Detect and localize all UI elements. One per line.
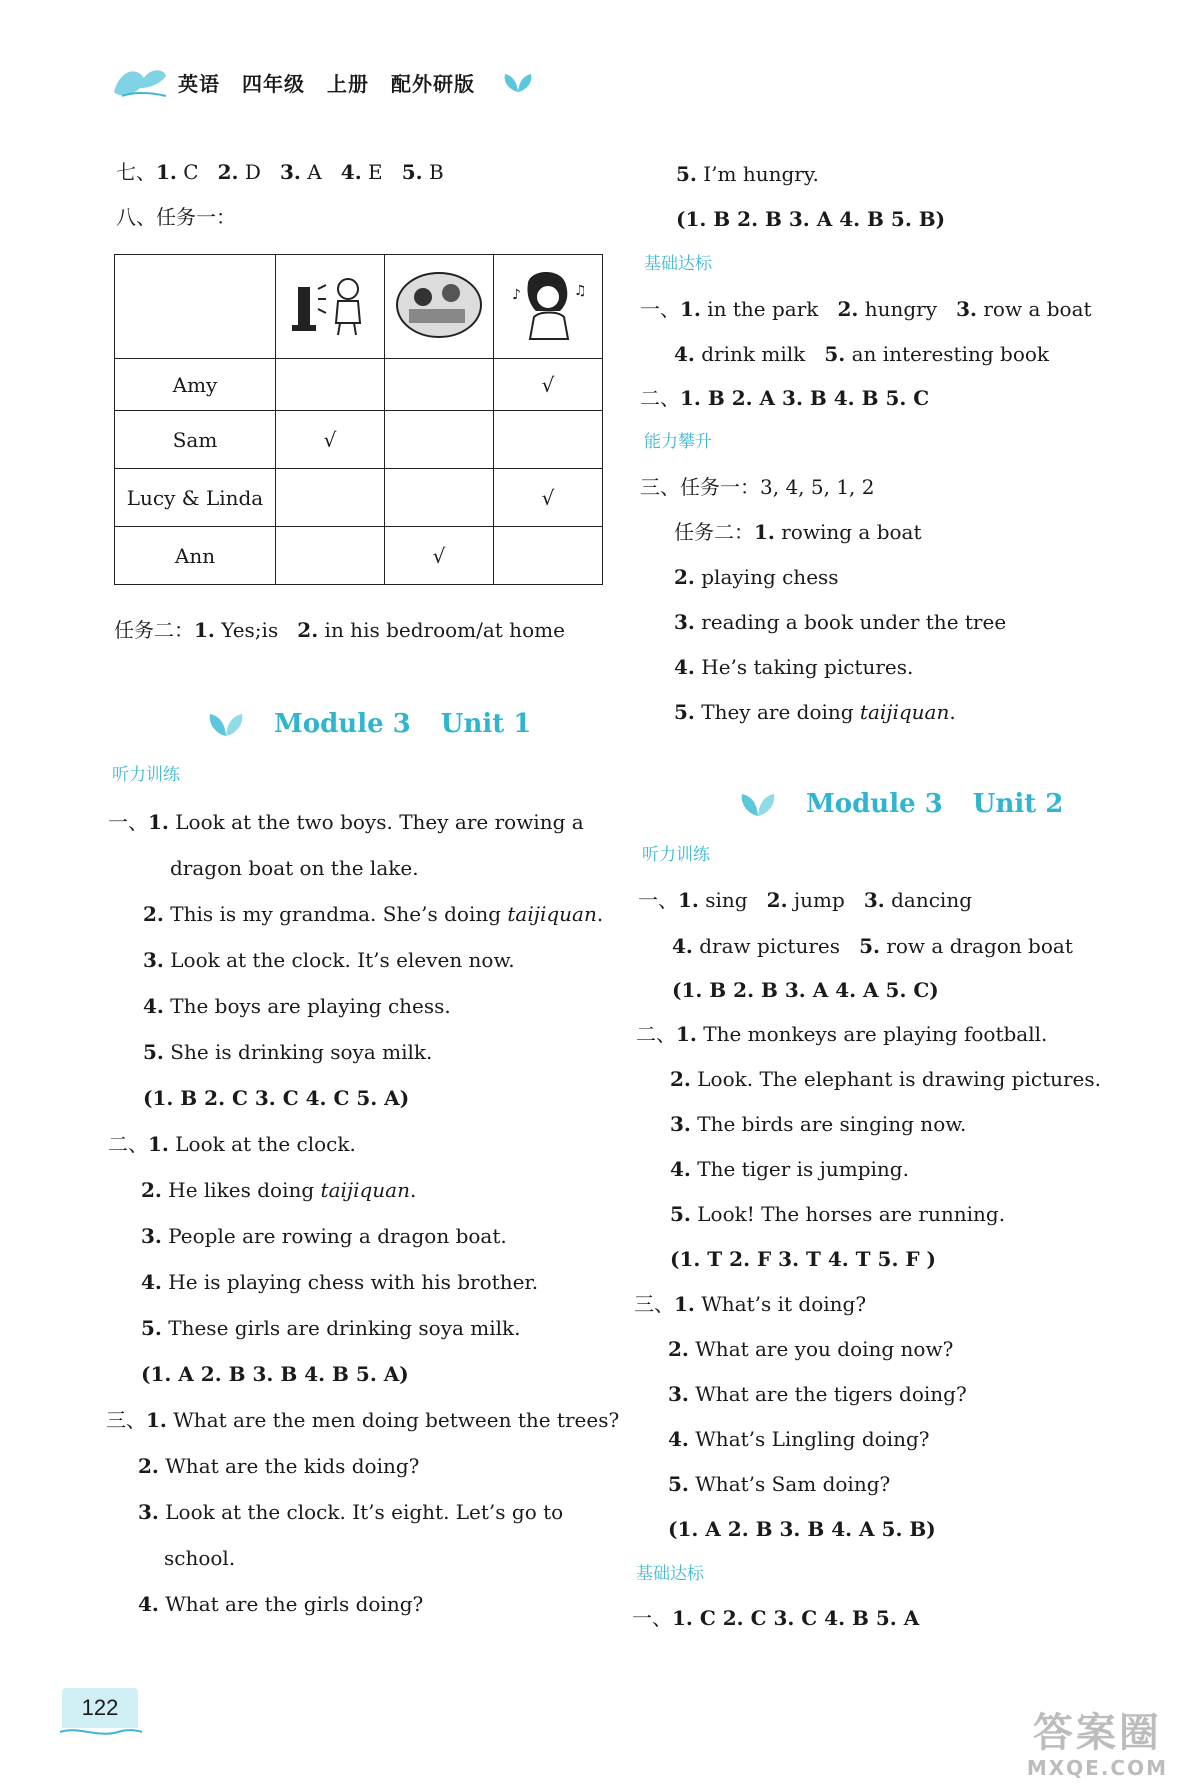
row-name: Ann xyxy=(115,527,276,585)
row-name: Sam xyxy=(115,411,276,469)
activity-table xyxy=(114,254,603,585)
r-er-4: 4. The tiger is jumping. xyxy=(670,1157,909,1181)
section-ability-right: 能力攀升 xyxy=(644,432,712,452)
r-er-5: 5. Look! The horses are running. xyxy=(670,1202,1006,1226)
l-er-5: 5. These girls are drinking soya milk. xyxy=(141,1316,521,1340)
section-basic-right-2: 基础达标 xyxy=(636,1564,704,1584)
row-name: Amy xyxy=(115,359,276,411)
r-c3-seq: 三、任务一：3, 4, 5, 1, 2 xyxy=(640,475,875,499)
l-er-ans: (1. A 2. B 3. B 4. B 5. A) xyxy=(141,1362,409,1386)
butterfly-logo-icon xyxy=(110,62,170,102)
row-name: Lucy & Linda xyxy=(115,469,276,527)
l-er-2: 2. He likes doing taijiquan. xyxy=(141,1178,417,1202)
l-yi-2: 2. This is my grandma. She’s doing taijiquan. xyxy=(143,902,604,926)
r-yi-b: 4. draw pictures 5. row a dragon boat xyxy=(672,934,1073,958)
leaf-icon xyxy=(738,790,778,818)
page-number: 122 xyxy=(62,1688,138,1728)
r-c3-1: 任务二：1. rowing a boat xyxy=(674,520,922,544)
table-header-row xyxy=(115,255,603,359)
q8-label: 八、任务一： xyxy=(116,205,236,229)
r-b2: 二、1. B 2. A 3. B 4. B 5. C xyxy=(640,386,930,410)
table-row: Sam √ xyxy=(115,411,603,469)
r-c3-5: 5. They are doing taijiquan. xyxy=(674,700,956,724)
r-c3-2: 2. playing chess xyxy=(674,565,839,589)
l-yi-ans: (1. B 2. C 3. C 4. C 5. A) xyxy=(143,1086,410,1110)
r-er-ans: (1. T 2. F 3. T 4. T 5. F ) xyxy=(670,1247,936,1271)
r-ans: (1. B 2. B 3. A 4. B 5. B) xyxy=(676,207,946,231)
module-heading-left: Module 3 Unit 1 xyxy=(206,708,531,740)
table-row: Ann √ xyxy=(115,527,603,585)
page-number-wave-icon xyxy=(58,1726,144,1738)
module-heading-right: Module 3 Unit 2 xyxy=(738,788,1063,820)
r-b1-a: 一、1. in the park 2. hungry 3. row a boat xyxy=(640,297,1092,321)
r-yi-ans: (1. B 2. B 3. A 4. A 5. C) xyxy=(672,978,939,1002)
r-b1-b: 4. drink milk 5. an interesting book xyxy=(674,342,1050,366)
l-er-1: 二、1. Look at the clock. xyxy=(108,1132,356,1156)
r-san-2: 2. What are you doing now? xyxy=(668,1337,954,1361)
page-header xyxy=(110,62,535,102)
svg-text:♪: ♪ xyxy=(512,287,521,303)
l-er-4: 4. He is playing chess with his brother. xyxy=(141,1270,539,1294)
section-listening-left: 听力训练 xyxy=(112,765,180,785)
svg-text:♫: ♫ xyxy=(574,283,587,299)
q7-answers: 七、1. C 2. D 3. A 4. E 5. B xyxy=(116,160,444,184)
r-er-3: 3. The birds are singing now. xyxy=(670,1112,967,1136)
r-c3-3: 3. reading a book under the tree xyxy=(674,610,1007,634)
l-san-3a: 3. Look at the clock. It’s eight. Let’s go to xyxy=(138,1500,564,1524)
header-volume: 上册 xyxy=(327,71,369,96)
l-san-2: 2. What are the kids doing? xyxy=(138,1454,420,1478)
piano-boy-icon xyxy=(288,267,372,341)
l-yi-1a: 一、1. Look at the two boys. They are rowing a xyxy=(108,810,584,834)
r-san-3: 3. What are the tigers doing? xyxy=(668,1382,967,1406)
table-row: Lucy & Linda √ xyxy=(115,469,603,527)
watermark: 答案圈 MXQE.COM xyxy=(1026,1710,1168,1780)
section-listening-right: 听力训练 xyxy=(642,845,710,865)
r-c3-4: 4. He’s taking pictures. xyxy=(674,655,914,679)
r-er-2: 2. Look. The elephant is drawing pictures. xyxy=(670,1067,1102,1091)
l-san-3b: school. xyxy=(164,1546,236,1570)
singing-girl-icon xyxy=(506,265,590,343)
leaf-decoration-icon xyxy=(501,70,535,94)
r-san-ans: (1. A 2. B 3. B 4. A 5. B) xyxy=(668,1517,936,1541)
l-er-3: 3. People are rowing a dragon boat. xyxy=(141,1224,507,1248)
r-er-1: 二、1. The monkeys are playing football. xyxy=(636,1022,1048,1046)
r-5: 5. I’m hungry. xyxy=(676,162,819,186)
l-yi-1b: dragon boat on the lake. xyxy=(170,856,419,880)
l-yi-4: 4. The boys are playing chess. xyxy=(143,994,451,1018)
r-yi-a: 一、1. sing 2. jump 3. dancing xyxy=(638,888,972,912)
r-last: 一、1. C 2. C 3. C 4. B 5. A xyxy=(632,1606,920,1630)
header-subject: 英语 xyxy=(178,71,220,96)
r-san-4: 4. What’s Lingling doing? xyxy=(668,1427,930,1451)
q8-task2: 任务二：1. Yes;is 2. in his bedroom/at home xyxy=(114,618,565,642)
family-dining-icon xyxy=(391,265,487,343)
header-grade: 四年级 xyxy=(242,71,305,96)
r-san-5: 5. What’s Sam doing? xyxy=(668,1472,891,1496)
table-row: Amy √ xyxy=(115,359,603,411)
header-edition: 配外研版 xyxy=(391,71,475,96)
leaf-icon xyxy=(206,710,246,738)
section-basic-right: 基础达标 xyxy=(644,254,712,274)
l-yi-3: 3. Look at the clock. It’s eleven now. xyxy=(143,948,515,972)
r-san-1: 三、1. What’s it doing? xyxy=(634,1292,867,1316)
l-san-4: 4. What are the girls doing? xyxy=(138,1592,424,1616)
l-yi-5: 5. She is drinking soya milk. xyxy=(143,1040,433,1064)
l-san-1: 三、1. What are the men doing between the trees? xyxy=(106,1408,620,1432)
